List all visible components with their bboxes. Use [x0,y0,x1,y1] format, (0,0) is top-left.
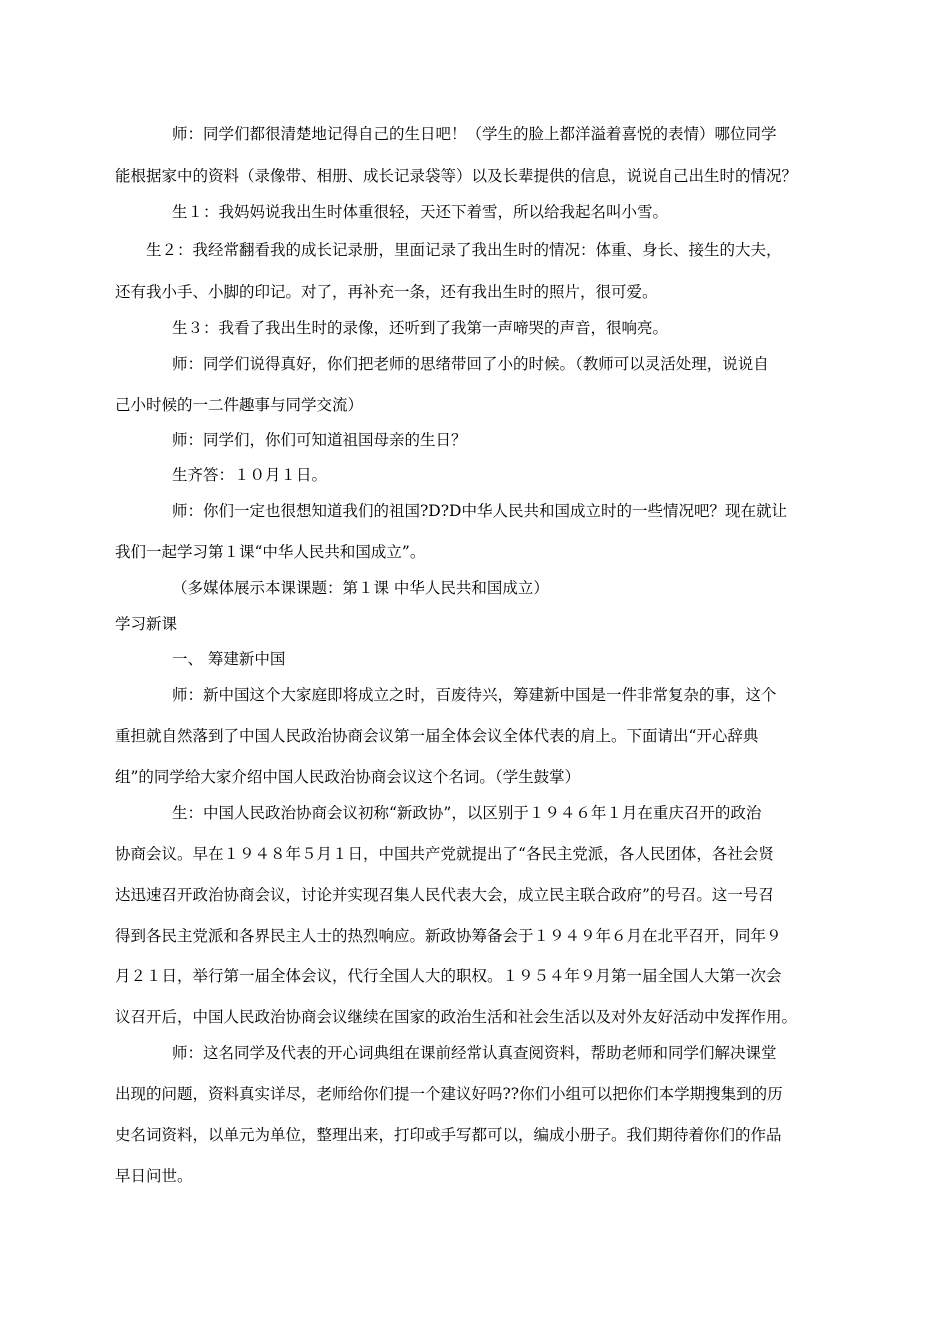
paragraph-line: 组”的同学给大家介绍中国人民政治协商会议这个名词。（学生鼓掌） [115,768,581,786]
paragraph-line: 生１：我妈妈说我出生时体重很轻，天还下着雪，所以给我起名叫小雪。 [172,203,669,221]
subsection-heading: 一、 筹建新中国 [172,650,286,668]
paragraph-line: 月２１日，举行第一届全体会议，代行全国人大的职权。１９５４年９月第一届全国人大第一次会 [115,967,782,985]
paragraph-line: 协商会议。早在１９４８年５月１日，中国共产党就提出了“各民主党派，各人民团体，各社会贤 [115,845,774,863]
section-heading: 学习新课 [115,615,178,633]
paragraph-line: 己小时候的一二件趣事与同学交流） [115,396,364,414]
paragraph-line: （多媒体展示本课课题：第１课 中华人民共和国成立） [172,579,549,597]
paragraph-line: 师：同学们都很清楚地记得自己的生日吧！（学生的脸上都洋溢着喜悦的表情）哪位同学 [172,125,777,143]
paragraph-line: 得到各民主党派和各界民主人士的热烈响应。新政协筹备会于１９４９年６月在北平召开，同年９ [115,927,782,945]
paragraph-line: 我们一起学习第１课“中华人民共和国成立”。 [115,543,426,561]
paragraph-line: 生２：我经常翻看我的成长记录册，里面记录了我出生时的情况：体重、身长、接生的大夫， [146,241,782,259]
paragraph-line: 师：这名同学及代表的开心词典组在课前经常认真查阅资料，帮助老师和同学们解决课堂 [172,1044,777,1062]
paragraph-line: 议召开后，中国人民政治协商会议继续在国家的政治生活和社会生活以及对外友好活动中发挥作用。 [115,1008,798,1026]
paragraph-line: 师：新中国这个大家庭即将成立之时，百废待兴，筹建新中国是一件非常复杂的事，这个 [172,686,777,704]
paragraph-line: 能根据家中的资料（录像带、相册、成长记录袋等）以及长辈提供的信息，说说自己出生时的情况？ [115,167,798,185]
paragraph-line: 史名词资料，以单元为单位，整理出来，打印或手写都可以，编成小册子。我们期待着你们的作品 [115,1126,782,1144]
paragraph-line: 还有我小手、小脚的印记。对了，再补充一条，还有我出生时的照片，很可爱。 [115,283,658,301]
paragraph-line: 生３：我看了我出生时的录像，还听到了我第一声啼哭的声音，很响亮。 [172,319,669,337]
paragraph-line: 生：中国人民政治协商会议初称“新政协”，以区别于１９４６年１月在重庆召开的政治 [172,804,762,822]
paragraph-line: 早日问世。 [115,1167,193,1185]
paragraph-line: 师：你们一定也很想知道我们的祖国?D?D中华人民共和国成立时的一些情况吧？现在就让 [172,502,787,520]
paragraph-line: 师：同学们，你们可知道祖国母亲的生日？ [172,431,467,449]
paragraph-line: 达迅速召开政治协商会议，讨论并实现召集人民代表大会，成立民主联合政府”的号召。这一号召 [115,886,774,904]
paragraph-line: 重担就自然落到了中国人民政治协商会议第一届全体会议全体代表的肩上。下面请出“开心辞典 [115,727,759,745]
paragraph-line: 出现的问题，资料真实详尽，老师给你们提一个建议好吗??你们小组可以把你们本学期搜集到的历 [115,1085,783,1103]
paragraph-line: 生齐答：１０月１日。 [172,466,328,484]
paragraph-line: 师：同学们说得真好，你们把老师的思绪带回了小的时候。（教师可以灵活处理，说说自 [172,355,769,373]
